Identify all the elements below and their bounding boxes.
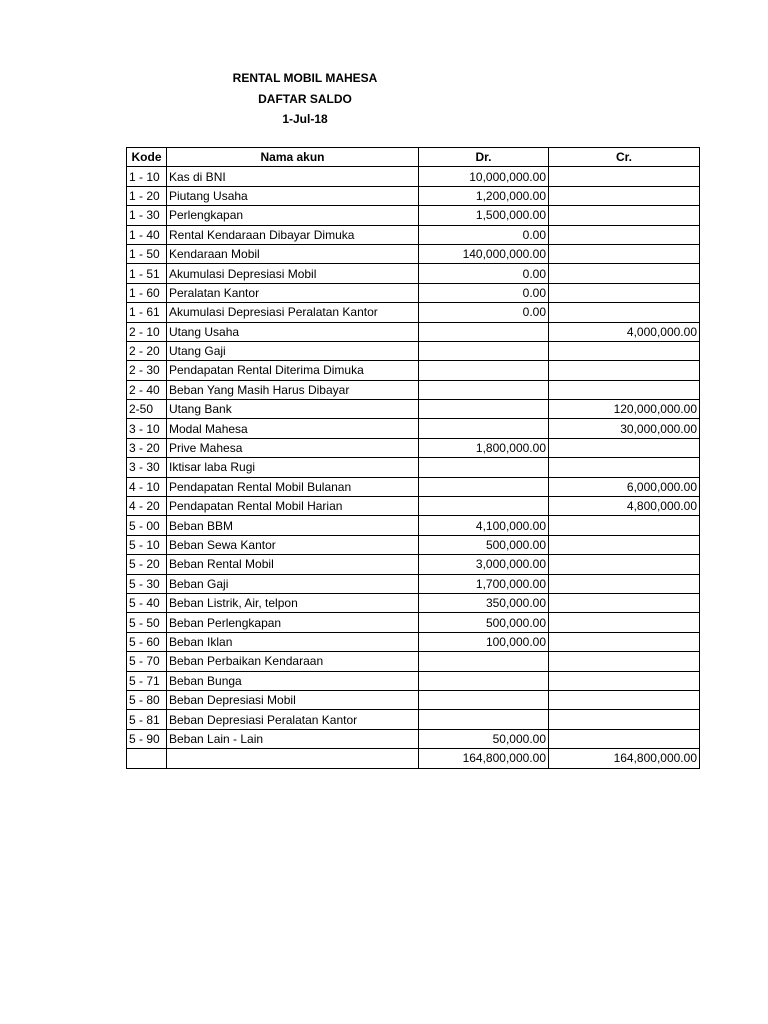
table-row <box>127 593 700 612</box>
table-row <box>127 613 700 632</box>
total-debit: 164,800,000.00 <box>419 749 549 768</box>
table-row <box>127 671 700 690</box>
debit-amount <box>419 477 549 496</box>
document-date: 1-Jul-18 <box>282 112 328 126</box>
account-name: Kas di BNI <box>167 167 419 186</box>
credit-amount: 6,000,000.00 <box>549 477 700 496</box>
debit-amount: 3,000,000.00 <box>419 555 549 574</box>
table-row <box>127 400 700 419</box>
document-title: DAFTAR SALDO <box>258 91 352 106</box>
debit-amount: 0.00 <box>419 264 549 283</box>
debit-amount <box>419 652 549 671</box>
debit-amount <box>419 671 549 690</box>
totals-label <box>167 749 419 768</box>
account-code: 5 - 81 <box>127 710 167 729</box>
account-code: 1 - 61 <box>127 303 167 322</box>
account-name: Pendapatan Rental Diterima Dimuka <box>167 361 419 380</box>
debit-amount: 1,700,000.00 <box>419 574 549 593</box>
account-code: 2 - 10 <box>127 322 167 341</box>
account-code: 5 - 60 <box>127 632 167 651</box>
company-name: RENTAL MOBIL MAHESA <box>232 71 378 85</box>
debit-amount: 350,000.00 <box>419 593 549 612</box>
credit-amount <box>549 458 700 477</box>
debit-amount: 100,000.00 <box>419 632 549 651</box>
credit-amount <box>549 555 700 574</box>
account-code: 3 - 30 <box>127 458 167 477</box>
table-row <box>127 438 700 457</box>
account-code: 2-50 <box>127 400 167 419</box>
credit-amount <box>549 710 700 729</box>
credit-amount <box>549 438 700 457</box>
table-row <box>127 632 700 651</box>
account-code: 1 - 30 <box>127 206 167 225</box>
table-body <box>127 167 700 768</box>
credit-amount <box>549 516 700 535</box>
account-code: 2 - 30 <box>127 361 167 380</box>
table-row <box>127 361 700 380</box>
table-row <box>127 225 700 244</box>
account-name: Beban Perlengkapan <box>167 613 419 632</box>
column-header-kode: Kode <box>127 148 167 167</box>
credit-amount <box>549 652 700 671</box>
account-name: Beban Rental Mobil <box>167 555 419 574</box>
debit-amount <box>419 361 549 380</box>
table-row <box>127 574 700 593</box>
account-name: Perlengkapan <box>167 206 419 225</box>
account-code: 1 - 60 <box>127 283 167 302</box>
account-code: 1 - 50 <box>127 244 167 263</box>
table-row <box>127 535 700 554</box>
debit-amount: 500,000.00 <box>419 535 549 554</box>
account-name: Beban BBM <box>167 516 419 535</box>
table-row <box>127 303 700 322</box>
account-code: 1 - 10 <box>127 167 167 186</box>
table-row <box>127 341 700 360</box>
account-name: Piutang Usaha <box>167 186 419 205</box>
account-code: 5 - 50 <box>127 613 167 632</box>
table-row <box>127 477 700 496</box>
debit-amount: 0.00 <box>419 303 549 322</box>
account-code: 1 - 51 <box>127 264 167 283</box>
account-code: 5 - 90 <box>127 729 167 748</box>
trial-balance-table <box>126 147 700 769</box>
credit-amount: 30,000,000.00 <box>549 419 700 438</box>
account-code: 4 - 20 <box>127 497 167 516</box>
account-code: 3 - 10 <box>127 419 167 438</box>
table-row <box>127 497 700 516</box>
credit-amount <box>549 341 700 360</box>
debit-amount <box>419 400 549 419</box>
table-header-row <box>127 148 700 167</box>
credit-amount <box>549 574 700 593</box>
account-name: Modal Mahesa <box>167 419 419 438</box>
account-name: Beban Yang Masih Harus Dibayar <box>167 380 419 399</box>
account-name: Beban Iklan <box>167 632 419 651</box>
debit-amount <box>419 497 549 516</box>
account-name: Kendaraan Mobil <box>167 244 419 263</box>
account-code: 2 - 40 <box>127 380 167 399</box>
account-name: Utang Gaji <box>167 341 419 360</box>
credit-amount <box>549 690 700 709</box>
debit-amount: 4,100,000.00 <box>419 516 549 535</box>
debit-amount <box>419 341 549 360</box>
account-name: Iktisar laba Rugi <box>167 458 419 477</box>
table-row <box>127 283 700 302</box>
debit-amount <box>419 690 549 709</box>
account-code: 5 - 40 <box>127 593 167 612</box>
credit-amount <box>549 361 700 380</box>
debit-amount <box>419 380 549 399</box>
debit-amount: 0.00 <box>419 225 549 244</box>
account-code: 3 - 20 <box>127 438 167 457</box>
credit-amount <box>549 244 700 263</box>
column-header-nama-akun: Nama akun <box>167 148 419 167</box>
document-header <box>200 68 410 130</box>
debit-amount <box>419 322 549 341</box>
account-code: 5 - 71 <box>127 671 167 690</box>
table-row <box>127 419 700 438</box>
total-credit: 164,800,000.00 <box>549 749 700 768</box>
credit-amount <box>549 729 700 748</box>
table-row <box>127 516 700 535</box>
account-name: Peralatan Kantor <box>167 283 419 302</box>
debit-amount: 500,000.00 <box>419 613 549 632</box>
debit-amount: 1,500,000.00 <box>419 206 549 225</box>
table-row <box>127 264 700 283</box>
credit-amount <box>549 380 700 399</box>
account-name: Beban Lain - Lain <box>167 729 419 748</box>
credit-amount <box>549 593 700 612</box>
account-name: Pendapatan Rental Mobil Harian <box>167 497 419 516</box>
account-name: Beban Listrik, Air, telpon <box>167 593 419 612</box>
credit-amount <box>549 632 700 651</box>
credit-amount <box>549 303 700 322</box>
credit-amount: 4,000,000.00 <box>549 322 700 341</box>
table-row <box>127 690 700 709</box>
account-code: 1 - 40 <box>127 225 167 244</box>
table-row <box>127 380 700 399</box>
account-name: Utang Bank <box>167 400 419 419</box>
table-row <box>127 652 700 671</box>
account-code: 5 - 20 <box>127 555 167 574</box>
debit-amount: 1,200,000.00 <box>419 186 549 205</box>
account-code: 1 - 20 <box>127 186 167 205</box>
table-row <box>127 729 700 748</box>
account-code: 5 - 30 <box>127 574 167 593</box>
debit-amount <box>419 458 549 477</box>
credit-amount <box>549 186 700 205</box>
account-code: 5 - 00 <box>127 516 167 535</box>
account-name: Prive Mahesa <box>167 438 419 457</box>
credit-amount <box>549 283 700 302</box>
account-name: Akumulasi Depresiasi Mobil <box>167 264 419 283</box>
table-row <box>127 322 700 341</box>
debit-amount <box>419 419 549 438</box>
account-code: 2 - 20 <box>127 341 167 360</box>
credit-amount: 120,000,000.00 <box>549 400 700 419</box>
account-code: 4 - 10 <box>127 477 167 496</box>
account-name: Pendapatan Rental Mobil Bulanan <box>167 477 419 496</box>
account-name: Beban Gaji <box>167 574 419 593</box>
credit-amount <box>549 535 700 554</box>
debit-amount <box>419 710 549 729</box>
debit-amount: 0.00 <box>419 283 549 302</box>
table-row <box>127 458 700 477</box>
table-row <box>127 244 700 263</box>
account-name: Beban Depresiasi Peralatan Kantor <box>167 710 419 729</box>
account-name: Beban Perbaikan Kendaraan <box>167 652 419 671</box>
table-row <box>127 710 700 729</box>
column-header-debit: Dr. <box>419 148 549 167</box>
account-name: Beban Depresiasi Mobil <box>167 690 419 709</box>
account-code: 5 - 70 <box>127 652 167 671</box>
totals-row <box>127 749 700 768</box>
account-name: Beban Sewa Kantor <box>167 535 419 554</box>
debit-amount: 50,000.00 <box>419 729 549 748</box>
credit-amount <box>549 613 700 632</box>
account-code: 5 - 80 <box>127 690 167 709</box>
account-name: Utang Usaha <box>167 322 419 341</box>
credit-amount <box>549 264 700 283</box>
debit-amount: 1,800,000.00 <box>419 438 549 457</box>
credit-amount <box>549 167 700 186</box>
credit-amount <box>549 206 700 225</box>
credit-amount <box>549 225 700 244</box>
table-row <box>127 167 700 186</box>
table-row <box>127 555 700 574</box>
account-name: Beban Bunga <box>167 671 419 690</box>
credit-amount: 4,800,000.00 <box>549 497 700 516</box>
account-code: 5 - 10 <box>127 535 167 554</box>
account-name: Rental Kendaraan Dibayar Dimuka <box>167 225 419 244</box>
debit-amount: 10,000,000.00 <box>419 167 549 186</box>
table-row <box>127 186 700 205</box>
account-name: Akumulasi Depresiasi Peralatan Kantor <box>167 303 419 322</box>
table-row <box>127 206 700 225</box>
debit-amount: 140,000,000.00 <box>419 244 549 263</box>
column-header-credit: Cr. <box>549 148 700 167</box>
credit-amount <box>549 671 700 690</box>
totals-code <box>127 749 167 768</box>
